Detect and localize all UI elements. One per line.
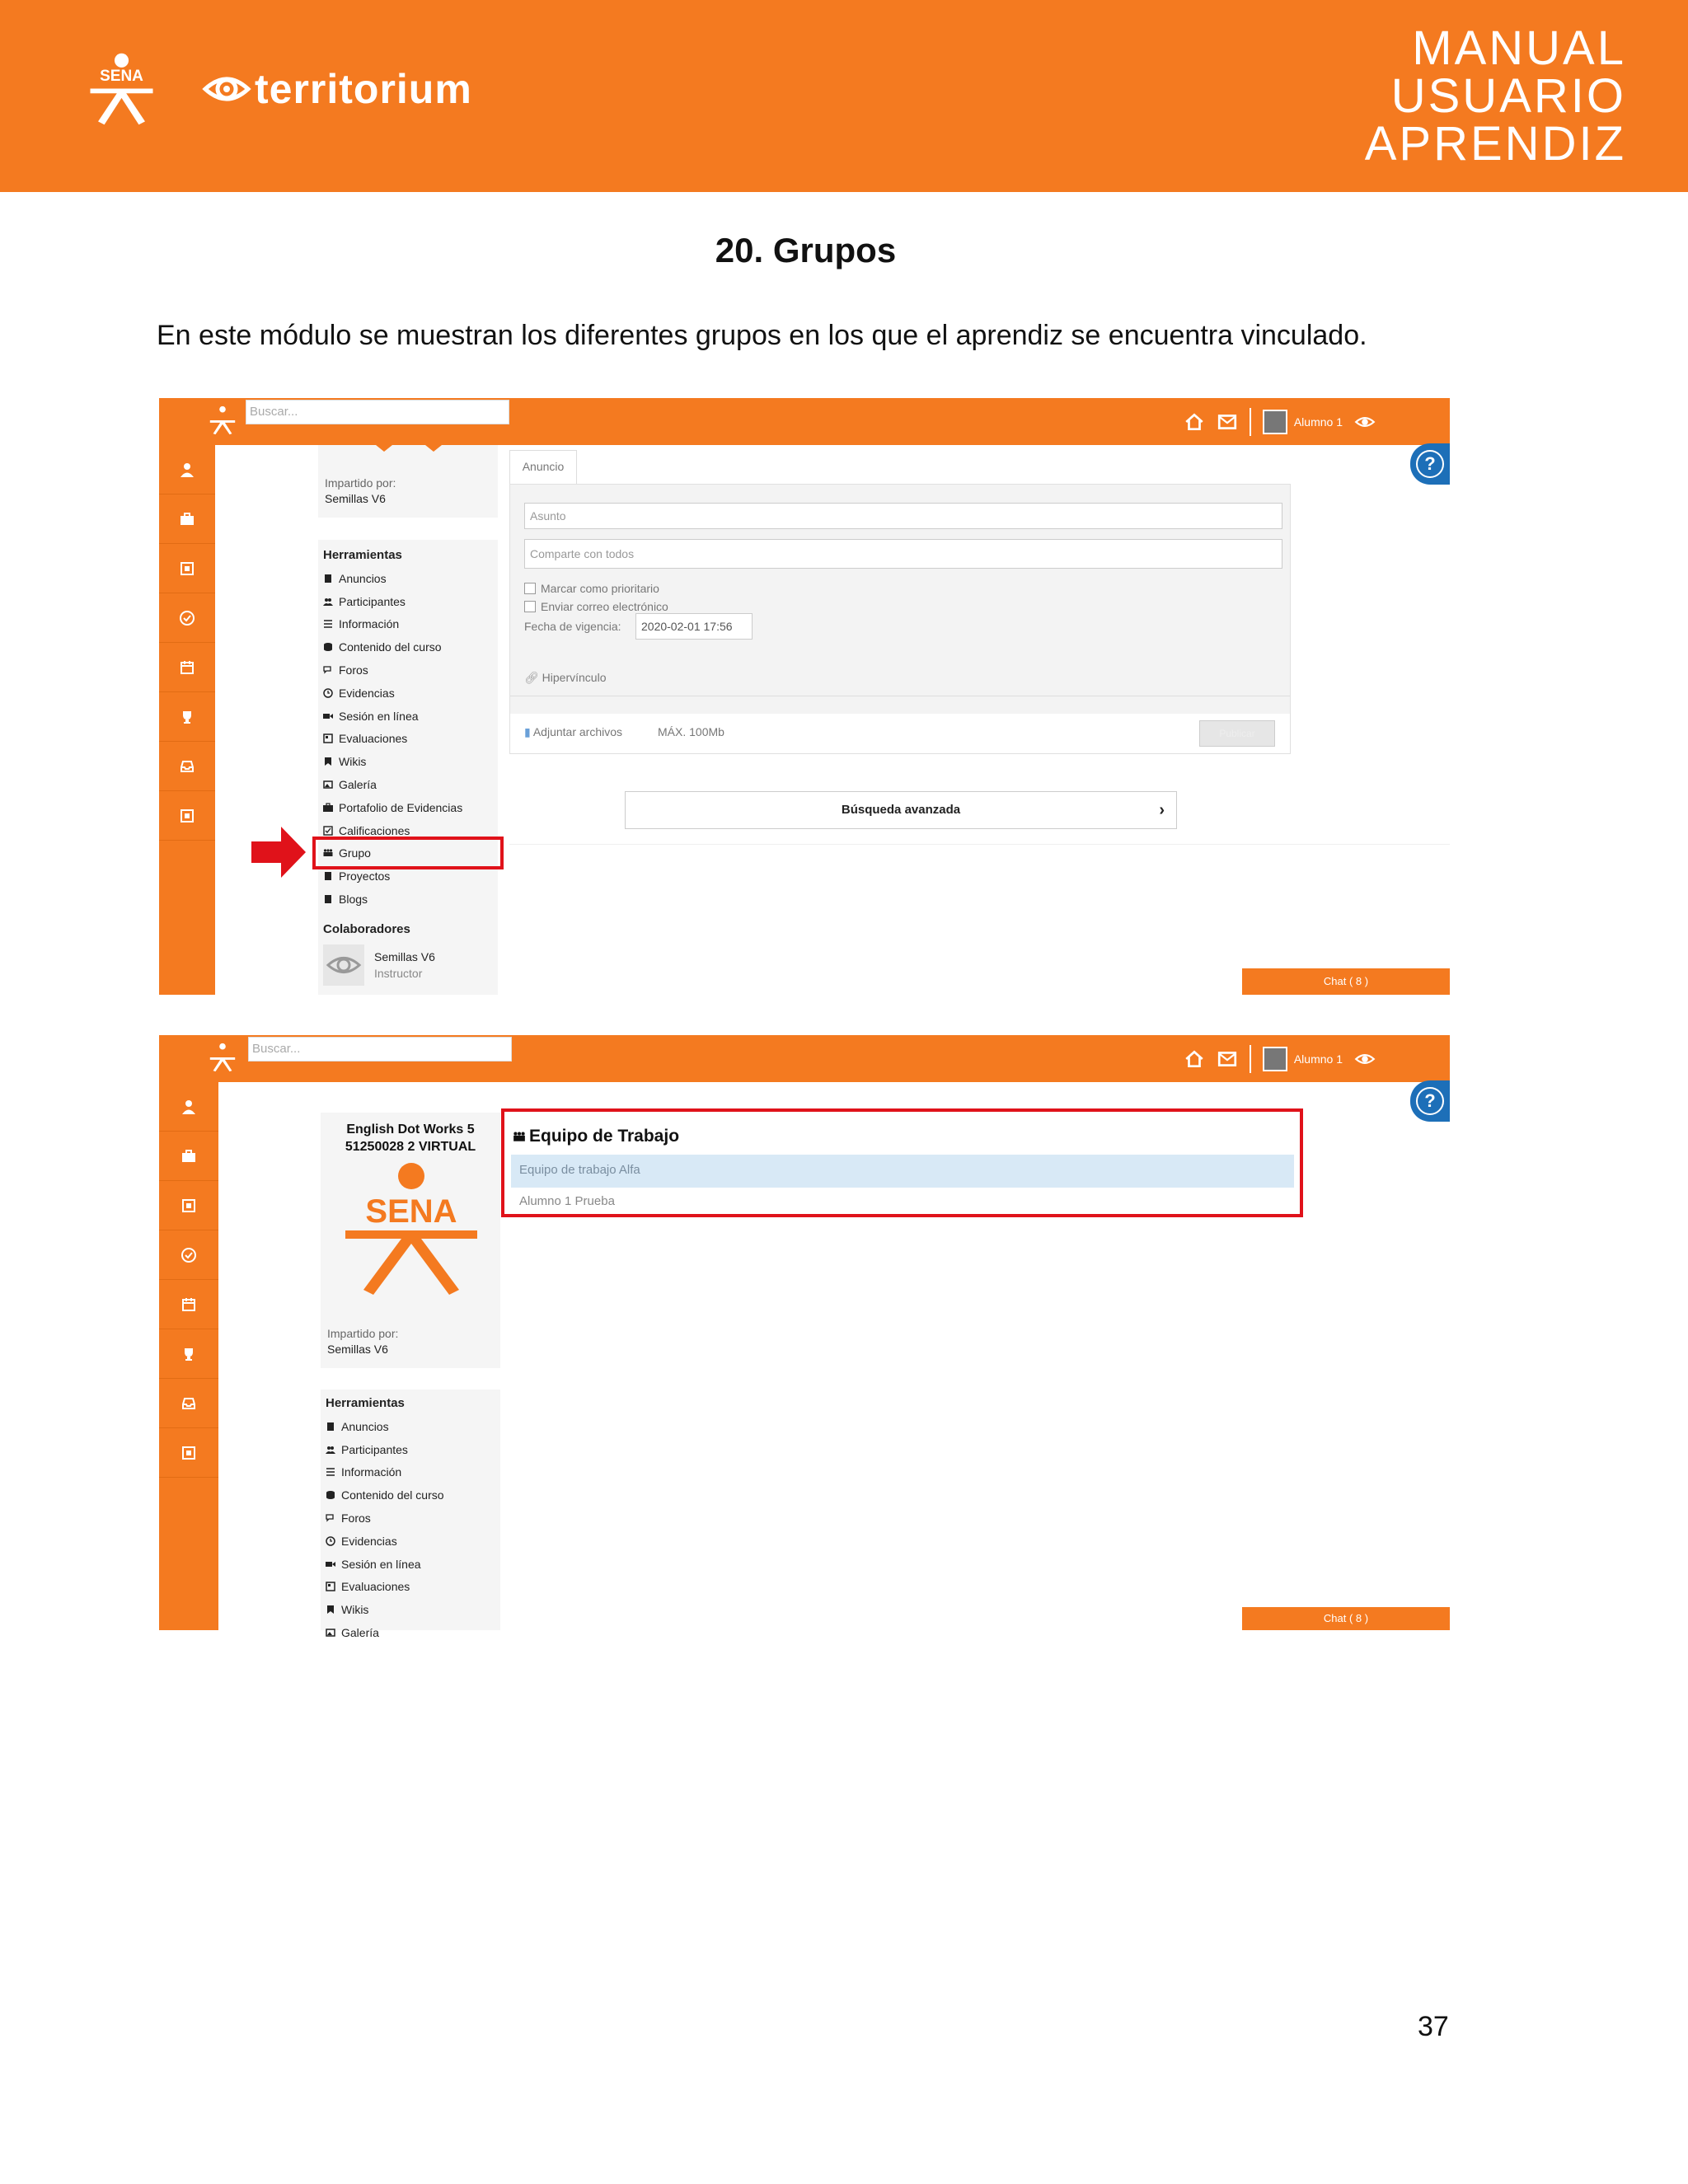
tool-informacion[interactable]: [321, 1461, 500, 1484]
tool-label: Galería: [341, 1626, 379, 1640]
intro-paragraph: En este módulo se muestran los diferentes grupos en los que el aprendiz se encuentra vinculado.: [157, 320, 1367, 351]
users-icon: [326, 1445, 335, 1455]
sidebar-calendar[interactable]: [159, 643, 215, 692]
red-arrow-icon: [251, 827, 306, 878]
tool-label: Sesión en línea: [341, 1557, 421, 1571]
tool-label: Anuncios: [339, 571, 387, 585]
chat-button[interactable]: Chat ( 8 ): [1242, 1607, 1450, 1630]
hyperlink-link[interactable]: [524, 671, 607, 685]
collaborator-name: Semillas V6: [374, 949, 435, 963]
board-icon: [181, 1197, 197, 1214]
section-title: 20. Grupos: [715, 231, 897, 269]
tool-label: Evaluaciones: [339, 732, 408, 746]
tab-anuncio[interactable]: Anuncio: [509, 450, 577, 484]
course-title-line: English Dot Works 5: [346, 1122, 475, 1137]
tool-sesion[interactable]: [318, 705, 498, 728]
bookmark-icon: [326, 1605, 335, 1615]
left-sidebar: [159, 1082, 218, 1630]
tool-evaluaciones[interactable]: [318, 728, 498, 751]
tool-label: Evaluaciones: [341, 1580, 410, 1594]
group-highlight-box: [501, 1108, 1303, 1217]
users-icon: [323, 597, 333, 607]
advanced-search-label: Búsqueda avanzada: [841, 803, 961, 817]
tool-label: Contenido del curso: [339, 640, 442, 654]
group-header: [513, 1127, 679, 1146]
top-nav-bar: [159, 1035, 1450, 1082]
list-icon: [326, 1467, 335, 1477]
clock-icon: [326, 1536, 335, 1546]
tool-participantes[interactable]: [318, 590, 498, 613]
tool-label: Portafolio de Evidencias: [339, 800, 463, 814]
tool-evidencias[interactable]: [321, 1530, 500, 1553]
briefcase-icon: [181, 1148, 197, 1165]
board-icon: [179, 560, 195, 577]
impartido-label: Impartido por:: [327, 1327, 399, 1340]
user-avatar[interactable]: [1263, 1047, 1287, 1071]
user-icon: [179, 462, 195, 478]
document-icon: [323, 871, 333, 881]
hyperlink-label: Hipervínculo: [542, 671, 607, 684]
tool-blogs[interactable]: [318, 888, 498, 911]
mail-icon[interactable]: [1217, 1048, 1238, 1070]
attach-bar: [509, 714, 1291, 754]
impartido-name: Semillas V6: [325, 492, 386, 505]
tool-wikis[interactable]: [318, 750, 498, 773]
tool-label: Anuncios: [341, 1419, 389, 1433]
collaborator-card[interactable]: [318, 944, 498, 986]
tool-label: Galería: [339, 778, 377, 792]
group-member: Alumno 1 Prueba: [519, 1194, 615, 1208]
sidebar-inbox[interactable]: [159, 742, 215, 791]
tool-label: Información: [341, 1465, 402, 1479]
top-nav-bar: [159, 398, 1450, 445]
tool-label: Calificaciones: [339, 823, 410, 837]
collaborators-title: Colaboradores: [323, 921, 410, 936]
advanced-search-button[interactable]: [625, 791, 1177, 829]
video-icon: [326, 1559, 335, 1569]
briefcase-icon: [179, 511, 195, 527]
impartido-block: [325, 476, 396, 505]
share-input[interactable]: Comparte con todos: [524, 539, 1282, 569]
tool-label: Sesión en línea: [339, 709, 419, 723]
document-icon: [323, 574, 333, 583]
tool-label: Wikis: [341, 1603, 369, 1617]
user-name[interactable]: Alumno 1: [1293, 1052, 1343, 1066]
tool-label: Foros: [341, 1511, 371, 1526]
search-input[interactable]: Buscar...: [248, 1037, 512, 1062]
user-avatar[interactable]: [1263, 410, 1287, 434]
tool-anuncios[interactable]: [321, 1415, 500, 1438]
subject-input[interactable]: Asunto: [524, 503, 1282, 529]
territorium-logo: [202, 64, 472, 114]
sena-mini-logo-icon[interactable]: [207, 405, 238, 436]
collaborator-avatar-icon: [323, 944, 364, 986]
email-label: Enviar correo electrónico: [541, 600, 668, 613]
inbox-icon: [179, 758, 195, 775]
fecha-label: Fecha de vigencia:: [524, 620, 621, 633]
briefcase-icon: [323, 803, 333, 813]
svg-text:SENA: SENA: [100, 68, 143, 85]
board-icon: [179, 808, 195, 824]
database-icon: [326, 1490, 335, 1500]
sidebar-profile[interactable]: [159, 1082, 218, 1132]
max-size: MÁX. 100Mb: [658, 725, 724, 738]
check-circle-icon: [179, 610, 195, 626]
chevron-decor-icon: [318, 445, 498, 457]
tool-contenido[interactable]: [321, 1483, 500, 1507]
attach-label: Adjuntar archivos: [532, 725, 623, 738]
header-banner: [0, 0, 1688, 192]
impartido-name: Semillas V6: [327, 1343, 388, 1356]
checklist-icon: [326, 1582, 335, 1591]
tool-participantes[interactable]: [321, 1438, 500, 1461]
tool-label: Blogs: [339, 893, 368, 907]
paperclip-icon: ▮: [524, 725, 531, 738]
publish-button[interactable]: Publicar: [1199, 720, 1275, 747]
home-icon[interactable]: [1184, 411, 1205, 433]
tool-foros[interactable]: [321, 1507, 500, 1530]
sidebar-calendar[interactable]: [159, 1280, 218, 1329]
help-button[interactable]: [1410, 1080, 1450, 1122]
collaborator-role: Instructor: [374, 966, 423, 980]
tool-portafolio[interactable]: [318, 796, 498, 819]
fecha-input[interactable]: 2020-02-01 17:56: [635, 613, 753, 640]
email-checkbox-row[interactable]: [524, 600, 668, 613]
help-button[interactable]: [1410, 443, 1450, 485]
tools-title: Herramientas: [323, 548, 402, 562]
group-name-row[interactable]: Equipo de trabajo Alfa: [511, 1155, 1294, 1188]
course-title-line: 51250028 2 VIRTUAL: [345, 1140, 476, 1154]
sena-logo-icon: [82, 49, 161, 128]
sidebar-briefcase[interactable]: [159, 494, 215, 544]
bookmark-icon: [323, 757, 333, 766]
video-icon: [323, 711, 333, 721]
check-square-icon: [323, 826, 333, 836]
tool-evidencias[interactable]: [318, 682, 498, 705]
tool-anuncios[interactable]: [318, 567, 498, 590]
eye-icon[interactable]: [1354, 1048, 1376, 1070]
tools-title: Herramientas: [326, 1396, 405, 1410]
chevron-right-icon: ›: [1159, 801, 1165, 819]
list-icon: [323, 619, 333, 629]
calendar-icon: [181, 1296, 197, 1313]
tools-panel: [318, 540, 498, 995]
tools-panel: [321, 1390, 500, 1640]
sena-logo-icon: [329, 1158, 494, 1298]
course-card: [321, 1113, 500, 1368]
checklist-icon: [323, 733, 333, 743]
sidebar-board[interactable]: [159, 1181, 218, 1230]
manual-line: APRENDIZ: [1364, 117, 1626, 171]
chat-button[interactable]: Chat ( 8 ): [1242, 968, 1450, 995]
tool-sesion[interactable]: [321, 1553, 500, 1576]
image-icon: [326, 1628, 335, 1638]
tool-evaluaciones[interactable]: [321, 1576, 500, 1599]
sidebar-check[interactable]: [159, 593, 215, 643]
clock-icon: [323, 688, 333, 698]
help-icon: ?: [1416, 450, 1444, 478]
eye-icon[interactable]: [1354, 411, 1376, 433]
sena-mini-logo-icon[interactable]: [207, 1042, 238, 1073]
tool-label: Grupo: [339, 846, 371, 860]
calendar-icon: [179, 659, 195, 676]
sidebar-board[interactable]: [159, 544, 215, 593]
image-icon: [323, 780, 333, 790]
sidebar-profile[interactable]: [159, 445, 215, 494]
attach-link[interactable]: [524, 725, 622, 739]
document-icon: [323, 894, 333, 904]
sidebar-inbox[interactable]: [159, 1379, 218, 1428]
tool-label: Foros: [339, 663, 368, 677]
tool-foros[interactable]: [318, 658, 498, 682]
board-icon: [181, 1445, 197, 1461]
sidebar-board-2[interactable]: [159, 1428, 218, 1478]
comments-icon: [323, 665, 333, 675]
top-nav-icons: [1184, 408, 1376, 436]
tool-contenido[interactable]: [318, 635, 498, 658]
sidebar-trophy[interactable]: [159, 692, 215, 742]
priority-checkbox[interactable]: [524, 583, 536, 594]
home-icon[interactable]: [1184, 1048, 1205, 1070]
sidebar-board-2[interactable]: [159, 791, 215, 841]
tool-label: Wikis: [339, 755, 367, 769]
tool-galeria[interactable]: [318, 773, 498, 796]
impartido-label: Impartido por:: [325, 476, 396, 490]
mail-icon[interactable]: [1217, 411, 1238, 433]
group-header-label: Equipo de Trabajo: [529, 1127, 680, 1146]
comments-icon: [326, 1513, 335, 1523]
sidebar-trophy[interactable]: [159, 1329, 218, 1379]
manual-title: [1364, 21, 1626, 171]
manual-line: MANUAL: [1412, 21, 1626, 75]
inbox-icon: [181, 1395, 197, 1412]
tool-wikis[interactable]: [321, 1598, 500, 1621]
tool-galeria[interactable]: [321, 1621, 500, 1644]
check-circle-icon: [181, 1247, 197, 1263]
document-icon: [326, 1422, 335, 1432]
tool-label: Participantes: [339, 594, 406, 608]
tool-label: Contenido del curso: [341, 1488, 444, 1502]
priority-label: Marcar como prioritario: [541, 582, 659, 595]
tool-label: Evidencias: [339, 686, 395, 700]
grupo-highlight-box: [312, 837, 504, 869]
tool-informacion[interactable]: [318, 613, 498, 636]
tool-label: Participantes: [341, 1442, 408, 1456]
tool-label: Información: [339, 617, 400, 631]
help-icon: ?: [1416, 1087, 1444, 1115]
manual-line: USUARIO: [1390, 69, 1626, 123]
group-icon: [513, 1131, 526, 1142]
sidebar-check[interactable]: [159, 1230, 218, 1280]
course-info-box: [318, 445, 498, 518]
trophy-icon: [181, 1346, 197, 1362]
territorium-eye-icon: [202, 64, 251, 114]
screenshot-group-view: [159, 1035, 1450, 1640]
trophy-icon: [179, 709, 195, 725]
search-input[interactable]: Buscar...: [246, 400, 509, 424]
sidebar-briefcase[interactable]: [159, 1132, 218, 1181]
announcement-form: [509, 484, 1291, 715]
email-checkbox[interactable]: [524, 601, 536, 612]
priority-checkbox-row[interactable]: [524, 582, 659, 595]
page-number: 37: [1418, 2011, 1449, 2042]
user-icon: [181, 1099, 197, 1115]
link-icon: 🔗︎: [524, 671, 539, 684]
content-divider: [509, 844, 1450, 845]
left-sidebar: [159, 445, 215, 995]
tool-label: Proyectos: [339, 869, 391, 883]
top-nav-icons: [1184, 1045, 1376, 1073]
nav-separator: [1250, 1045, 1251, 1073]
database-icon: [323, 642, 333, 652]
course-title: [321, 1113, 500, 1155]
impartido-block: [327, 1327, 398, 1356]
user-name[interactable]: Alumno 1: [1293, 415, 1343, 429]
brand-name: territorium: [255, 66, 472, 112]
nav-separator: [1250, 408, 1251, 436]
screenshot-announcements: [159, 398, 1450, 995]
svg-text:SENA: SENA: [365, 1193, 457, 1230]
tool-label: Evidencias: [341, 1534, 397, 1548]
